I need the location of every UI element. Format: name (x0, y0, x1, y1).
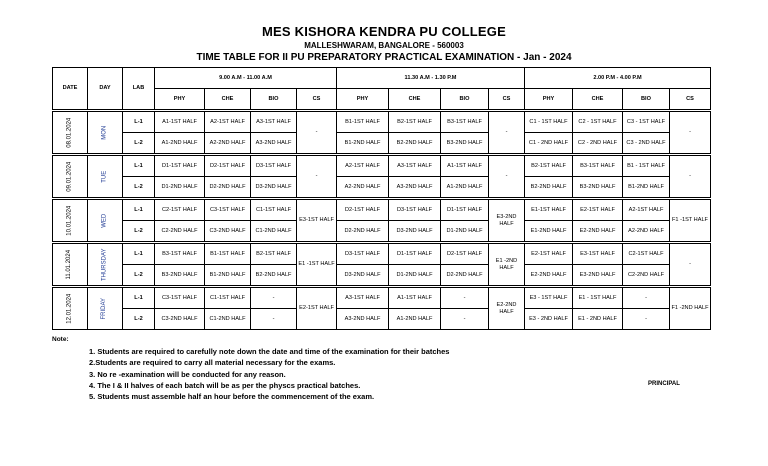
schedule-cell: D1-1ST HALF (155, 155, 205, 177)
subject-header: BIO (623, 89, 670, 111)
schedule-cell: D3-2ND HALF (251, 177, 297, 199)
schedule-cell: D3-2ND HALF (389, 221, 441, 243)
schedule-cell: B1 - 1ST HALF (623, 155, 670, 177)
day-header: DAY (88, 68, 123, 111)
schedule-cell: E3-2ND HALF (573, 265, 623, 287)
date-cell (53, 199, 88, 243)
schedule-cell: B2-2ND HALF (389, 133, 441, 155)
schedule-cell: C2 - 2ND HALF (573, 133, 623, 155)
day-label: MON (101, 125, 108, 140)
cs-cell: E3-2ND HALF (489, 199, 525, 243)
schedule-cell: C2 - 1ST HALF (573, 111, 623, 133)
lab-cell: L-2 (123, 177, 155, 199)
college-address: MALLESHWARAM, BANGALORE - 560003 (304, 41, 464, 50)
subject-header: CHE (205, 89, 251, 111)
schedule-cell: B1-2ND HALF (337, 133, 389, 155)
schedule-cell: D2-1ST HALF (441, 243, 489, 265)
schedule-cell: - (441, 287, 489, 309)
schedule-cell: E2-1ST HALF (525, 243, 573, 265)
schedule-cell: B1-1ST HALF (205, 243, 251, 265)
table-row (53, 199, 711, 221)
timetable-title: TIME TABLE FOR II PU PREPARATORY PRACTICAL EXAMINATION - Jan - 2024 (196, 52, 572, 63)
schedule-cell: D2-2ND HALF (441, 265, 489, 287)
schedule-cell: B2-1ST HALF (251, 243, 297, 265)
schedule-cell: C2-1ST HALF (155, 199, 205, 221)
schedule-cell: D2-2ND HALF (337, 221, 389, 243)
subject-header: BIO (251, 89, 297, 111)
principal-signature: PRINCIPAL (648, 381, 680, 387)
day-label: FRIDAY (101, 297, 108, 320)
schedule-cell: B2-1ST HALF (389, 111, 441, 133)
schedule-cell: E2-2ND HALF (525, 265, 573, 287)
lab-cell: L-1 (123, 243, 155, 265)
day-cell (88, 111, 123, 155)
lab-cell: L-2 (123, 133, 155, 155)
cs-cell: E3-1ST HALF (297, 199, 337, 243)
note-item: 1. Students are required to carefully note down the date and time of the examination for their batches (89, 347, 450, 356)
schedule-cell: A2-1ST HALF (205, 111, 251, 133)
schedule-cell: E1 - 2ND HALF (573, 309, 623, 330)
schedule-cell: - (623, 309, 670, 330)
table-row (53, 265, 711, 287)
day-group (53, 155, 711, 199)
lab-cell: L-1 (123, 287, 155, 309)
schedule-cell: A1-1ST HALF (441, 155, 489, 177)
cs-cell: F1 -1ST HALF (670, 199, 711, 243)
note-item: 3. No re -examination will be conducted for any reason. (89, 369, 286, 379)
subject-header: PHY (337, 89, 389, 111)
schedule-cell: B1-2ND HALF (205, 265, 251, 287)
schedule-cell: D3-1ST HALF (337, 243, 389, 265)
table-row (53, 221, 711, 243)
schedule-cell: B3-2ND HALF (441, 133, 489, 155)
cs-cell: - (670, 243, 711, 287)
schedule-cell: C3-1ST HALF (205, 199, 251, 221)
date-cell (53, 111, 88, 155)
cs-cell: E2-1ST HALF (297, 287, 337, 330)
note-item: 4. The I & II halves of each batch will be as per the physcs practical batches. (89, 380, 361, 390)
subject-header: CHE (389, 89, 441, 111)
schedule-cell: A1-1ST HALF (389, 287, 441, 309)
cs-cell: E2-2ND HALF (489, 287, 525, 330)
cs-cell: - (297, 155, 337, 199)
table-row (53, 133, 711, 155)
table-row (53, 111, 711, 133)
schedule-cell: A3-1ST HALF (251, 111, 297, 133)
cs-cell: - (297, 111, 337, 155)
day-cell (88, 199, 123, 243)
date-header: DATE (53, 68, 88, 111)
subject-header: PHY (155, 89, 205, 111)
schedule-cell: D2-1ST HALF (337, 199, 389, 221)
schedule-cell: - (251, 309, 297, 330)
lab-cell: L-2 (123, 265, 155, 287)
schedule-cell: D3-2ND HALF (337, 265, 389, 287)
subject-header: BIO (441, 89, 489, 111)
subject-header: PHY (525, 89, 573, 111)
lab-cell: L-1 (123, 111, 155, 133)
schedule-cell: C2-2ND HALF (623, 265, 670, 287)
subject-header: CS (670, 89, 711, 111)
schedule-cell: C3-2ND HALF (155, 309, 205, 330)
table-row (53, 309, 711, 330)
schedule-cell: D1-2ND HALF (441, 221, 489, 243)
schedule-cell: E1-1ST HALF (525, 199, 573, 221)
table-row (53, 155, 711, 177)
college-name: MES KISHORA KENDRA PU COLLEGE (262, 24, 506, 39)
note-item: 5. Students must assemble half an hour before the commencement of the exam. (89, 392, 375, 402)
cs-cell: E1 -2ND HALF (489, 243, 525, 287)
schedule-cell: B3-1ST HALF (441, 111, 489, 133)
day-cell (88, 243, 123, 287)
schedule-cell: B2-1ST HALF (525, 155, 573, 177)
schedule-cell: C1-1ST HALF (251, 199, 297, 221)
schedule-cell: A2-2ND HALF (205, 133, 251, 155)
schedule-cell: D1-1ST HALF (441, 199, 489, 221)
day-group (53, 199, 711, 243)
schedule-cell: B3-1ST HALF (573, 155, 623, 177)
schedule-cell: C1 - 2ND HALF (525, 133, 573, 155)
date-cell (53, 155, 88, 199)
schedule-cell: B1-2ND HALF (623, 177, 670, 199)
cs-cell: E1 -1ST HALF (297, 243, 337, 287)
note-item: 2.Students are required to carry all material necessary for the exams. (89, 358, 336, 368)
lab-cell: L-1 (123, 199, 155, 221)
slot-1-header: 9.00 A.M - 11.00 A.M (155, 68, 337, 89)
date-label: 12.01.2024 (66, 293, 73, 324)
schedule-cell: A3-1ST HALF (337, 287, 389, 309)
schedule-cell: C3-2ND HALF (205, 221, 251, 243)
day-label: WED (101, 213, 108, 228)
schedule-cell: C2-1ST HALF (623, 243, 670, 265)
schedule-cell: E2-1ST HALF (573, 199, 623, 221)
lab-header: LAB (123, 68, 155, 111)
schedule-cell: D1-1ST HALF (389, 243, 441, 265)
day-label: THURSDAY (101, 248, 108, 281)
date-label: 09.01.2024 (66, 161, 73, 192)
table-row (53, 287, 711, 309)
schedule-cell: D3-1ST HALF (389, 199, 441, 221)
cs-cell: - (489, 155, 525, 199)
day-cell (88, 287, 123, 330)
schedule-cell: - (623, 287, 670, 309)
slot-3-header: 2.00 P.M - 4.00 P.M (525, 68, 711, 89)
lab-cell: L-2 (123, 309, 155, 330)
schedule-cell: A2-2ND HALF (337, 177, 389, 199)
schedule-cell: C3 - 2ND HALF (623, 133, 670, 155)
schedule-cell: A3-1ST HALF (389, 155, 441, 177)
schedule-cell: C1-1ST HALF (205, 287, 251, 309)
schedule-cell: A2-1ST HALF (623, 199, 670, 221)
day-group (53, 243, 711, 287)
subject-header: CS (297, 89, 337, 111)
lab-cell: L-1 (123, 155, 155, 177)
cs-cell: - (670, 111, 711, 155)
cs-cell: F1 -2ND HALF (670, 287, 711, 330)
schedule-cell: C1-2ND HALF (251, 221, 297, 243)
lab-cell: L-2 (123, 221, 155, 243)
schedule-cell: C3 - 1ST HALF (623, 111, 670, 133)
schedule-cell: E3-1ST HALF (573, 243, 623, 265)
schedule-cell: B2-2ND HALF (251, 265, 297, 287)
cs-cell: - (489, 111, 525, 155)
schedule-cell: - (441, 309, 489, 330)
day-cell (88, 155, 123, 199)
date-label: 08.01.2024 (66, 117, 73, 148)
schedule-cell: B1-1ST HALF (337, 111, 389, 133)
schedule-cell: B3-2ND HALF (155, 265, 205, 287)
schedule-cell: D1-2ND HALF (155, 177, 205, 199)
schedule-cell: C1-2ND HALF (205, 309, 251, 330)
schedule-cell: A1-2ND HALF (441, 177, 489, 199)
timetable (52, 67, 711, 330)
note-label: Note: (52, 336, 69, 343)
schedule-cell: A2-1ST HALF (337, 155, 389, 177)
schedule-cell: A1-2ND HALF (155, 133, 205, 155)
schedule-cell: B3-1ST HALF (155, 243, 205, 265)
schedule-cell: C2-2ND HALF (155, 221, 205, 243)
notes-list (89, 346, 449, 402)
schedule-cell: E1 - 1ST HALF (573, 287, 623, 309)
schedule-cell: A1-2ND HALF (389, 309, 441, 330)
date-cell (53, 243, 88, 287)
schedule-cell: E2-2ND HALF (573, 221, 623, 243)
schedule-cell: B3-2ND HALF (573, 177, 623, 199)
schedule-cell: - (251, 287, 297, 309)
schedule-cell: B2-2ND HALF (525, 177, 573, 199)
schedule-cell: E1-2ND HALF (525, 221, 573, 243)
schedule-cell: E3 - 2ND HALF (525, 309, 573, 330)
schedule-cell: A3-2ND HALF (389, 177, 441, 199)
schedule-cell: A2-2ND HALF (623, 221, 670, 243)
date-cell (53, 287, 88, 330)
schedule-cell: A3-2ND HALF (337, 309, 389, 330)
table-row (53, 243, 711, 265)
cs-cell: - (670, 155, 711, 199)
schedule-cell: D2-1ST HALF (205, 155, 251, 177)
date-label: 10.01.2024 (66, 205, 73, 236)
schedule-cell: E3 - 1ST HALF (525, 287, 573, 309)
subject-header: CS (489, 89, 525, 111)
day-group (53, 287, 711, 330)
table-row (53, 177, 711, 199)
schedule-cell: C3-1ST HALF (155, 287, 205, 309)
date-label: 11.01.2024 (66, 249, 73, 280)
slot-2-header: 11.30 A.M - 1.30 P.M (337, 68, 525, 89)
schedule-cell: D3-1ST HALF (251, 155, 297, 177)
schedule-cell: D2-2ND HALF (205, 177, 251, 199)
schedule-cell: A1-1ST HALF (155, 111, 205, 133)
day-label: TUE (101, 170, 108, 183)
schedule-cell: D1-2ND HALF (389, 265, 441, 287)
schedule-cell: C1 - 1ST HALF (525, 111, 573, 133)
schedule-cell: A3-2ND HALF (251, 133, 297, 155)
day-group (53, 111, 711, 155)
subject-header: CHE (573, 89, 623, 111)
